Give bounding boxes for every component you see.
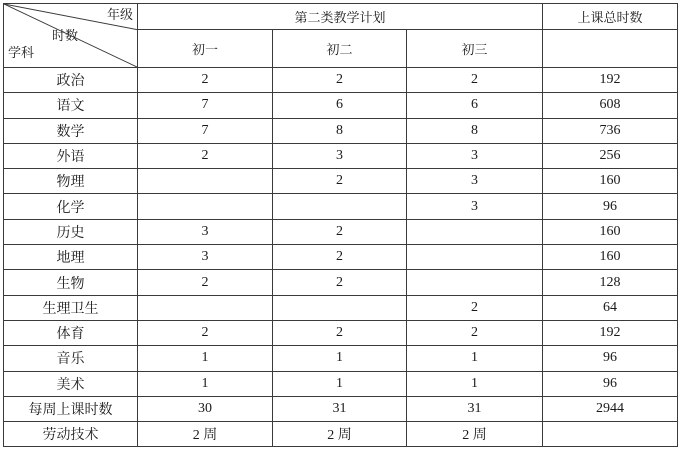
diag-label-hours: 时数 [52, 29, 79, 44]
subject-cell: 历史 [4, 219, 138, 244]
subject-cell: 外语 [4, 143, 138, 168]
grade3-cell: 1 [407, 346, 543, 371]
grade2-cell: 8 [273, 118, 407, 143]
table-row [4, 422, 678, 447]
grade2-cell: 2 [273, 219, 407, 244]
grade1-cell: 3 [138, 245, 273, 270]
teaching-plan-table [3, 3, 678, 447]
grade1-cell [138, 194, 273, 219]
subject-cell: 数学 [4, 118, 138, 143]
grade2-cell: 2 [273, 270, 407, 295]
grade3-cell [407, 270, 543, 295]
table-body [4, 68, 678, 447]
total-cell: 192 [543, 68, 678, 93]
subject-cell: 语文 [4, 93, 138, 118]
total-cell: 736 [543, 118, 678, 143]
total-cell: 608 [543, 93, 678, 118]
grade1-cell: 7 [138, 118, 273, 143]
table-row [4, 194, 678, 219]
total-cell: 128 [543, 270, 678, 295]
table-row [4, 143, 678, 168]
header-row-1 [4, 4, 678, 30]
grade-header-1: 初一 [138, 30, 273, 68]
table-row [4, 320, 678, 345]
diag-label-grade: 年级 [106, 8, 133, 23]
grade2-cell: 2 [273, 320, 407, 345]
grade3-cell: 3 [407, 194, 543, 219]
subject-cell: 劳动技术 [4, 422, 138, 447]
table-row [4, 371, 678, 396]
total-cell: 96 [543, 194, 678, 219]
total-cell: 2944 [543, 396, 678, 421]
grade1-cell: 1 [138, 371, 273, 396]
grade3-cell [407, 219, 543, 244]
table-row [4, 346, 678, 371]
subject-cell: 音乐 [4, 346, 138, 371]
total-cell: 64 [543, 295, 678, 320]
grade2-cell: 2 周 [273, 422, 407, 447]
subject-cell: 生理卫生 [4, 295, 138, 320]
grade1-cell [138, 169, 273, 194]
grade2-cell: 6 [273, 93, 407, 118]
table-row [4, 219, 678, 244]
subject-cell: 地理 [4, 245, 138, 270]
subject-cell: 每周上课时数 [4, 396, 138, 421]
subject-cell: 生物 [4, 270, 138, 295]
grade1-cell: 2 [138, 68, 273, 93]
total-cell: 160 [543, 169, 678, 194]
table-row [4, 93, 678, 118]
grade2-cell: 1 [273, 371, 407, 396]
subject-cell: 体育 [4, 320, 138, 345]
grade1-cell: 30 [138, 396, 273, 421]
page [3, 3, 678, 447]
grade1-cell: 2 [138, 320, 273, 345]
grade3-cell: 6 [407, 93, 543, 118]
table-row [4, 270, 678, 295]
total-cell: 256 [543, 143, 678, 168]
plan-title-header: 第二类教学计划 [138, 4, 543, 30]
grade3-cell: 2 周 [407, 422, 543, 447]
total-cell: 160 [543, 219, 678, 244]
grade3-cell: 2 [407, 320, 543, 345]
grade1-cell: 2 [138, 270, 273, 295]
grade1-cell [138, 295, 273, 320]
diagonal-header-cell [4, 4, 138, 68]
total-cell: 192 [543, 320, 678, 345]
grade2-cell: 2 [273, 68, 407, 93]
table-row [4, 169, 678, 194]
grade3-cell: 2 [407, 68, 543, 93]
grade1-cell: 2 [138, 143, 273, 168]
total-hours-header: 上课总时数 [543, 4, 678, 30]
grade2-cell: 3 [273, 143, 407, 168]
subject-cell: 物理 [4, 169, 138, 194]
subject-cell: 美术 [4, 371, 138, 396]
table-row [4, 295, 678, 320]
grade1-cell: 2 周 [138, 422, 273, 447]
total-cell: 96 [543, 371, 678, 396]
grade3-cell: 2 [407, 295, 543, 320]
subject-cell: 政治 [4, 68, 138, 93]
total-cell: 96 [543, 346, 678, 371]
grade3-cell: 8 [407, 118, 543, 143]
total-cell [543, 422, 678, 447]
grade1-cell: 1 [138, 346, 273, 371]
grade2-cell: 2 [273, 245, 407, 270]
grade3-cell [407, 245, 543, 270]
table-row [4, 118, 678, 143]
grade3-cell: 31 [407, 396, 543, 421]
grade2-cell [273, 194, 407, 219]
grade2-cell: 1 [273, 346, 407, 371]
total-header-empty [543, 30, 678, 68]
grade2-cell: 2 [273, 169, 407, 194]
grade-header-2: 初二 [273, 30, 407, 68]
total-cell: 160 [543, 245, 678, 270]
grade3-cell: 3 [407, 169, 543, 194]
grade1-cell: 7 [138, 93, 273, 118]
table-row [4, 245, 678, 270]
subject-cell: 化学 [4, 194, 138, 219]
grade3-cell: 3 [407, 143, 543, 168]
grade2-cell: 31 [273, 396, 407, 421]
diag-label-subject: 学科 [8, 46, 35, 61]
grade2-cell [273, 295, 407, 320]
grade1-cell: 3 [138, 219, 273, 244]
table-row [4, 68, 678, 93]
table-row [4, 396, 678, 421]
grade-header-3: 初三 [407, 30, 543, 68]
grade3-cell: 1 [407, 371, 543, 396]
